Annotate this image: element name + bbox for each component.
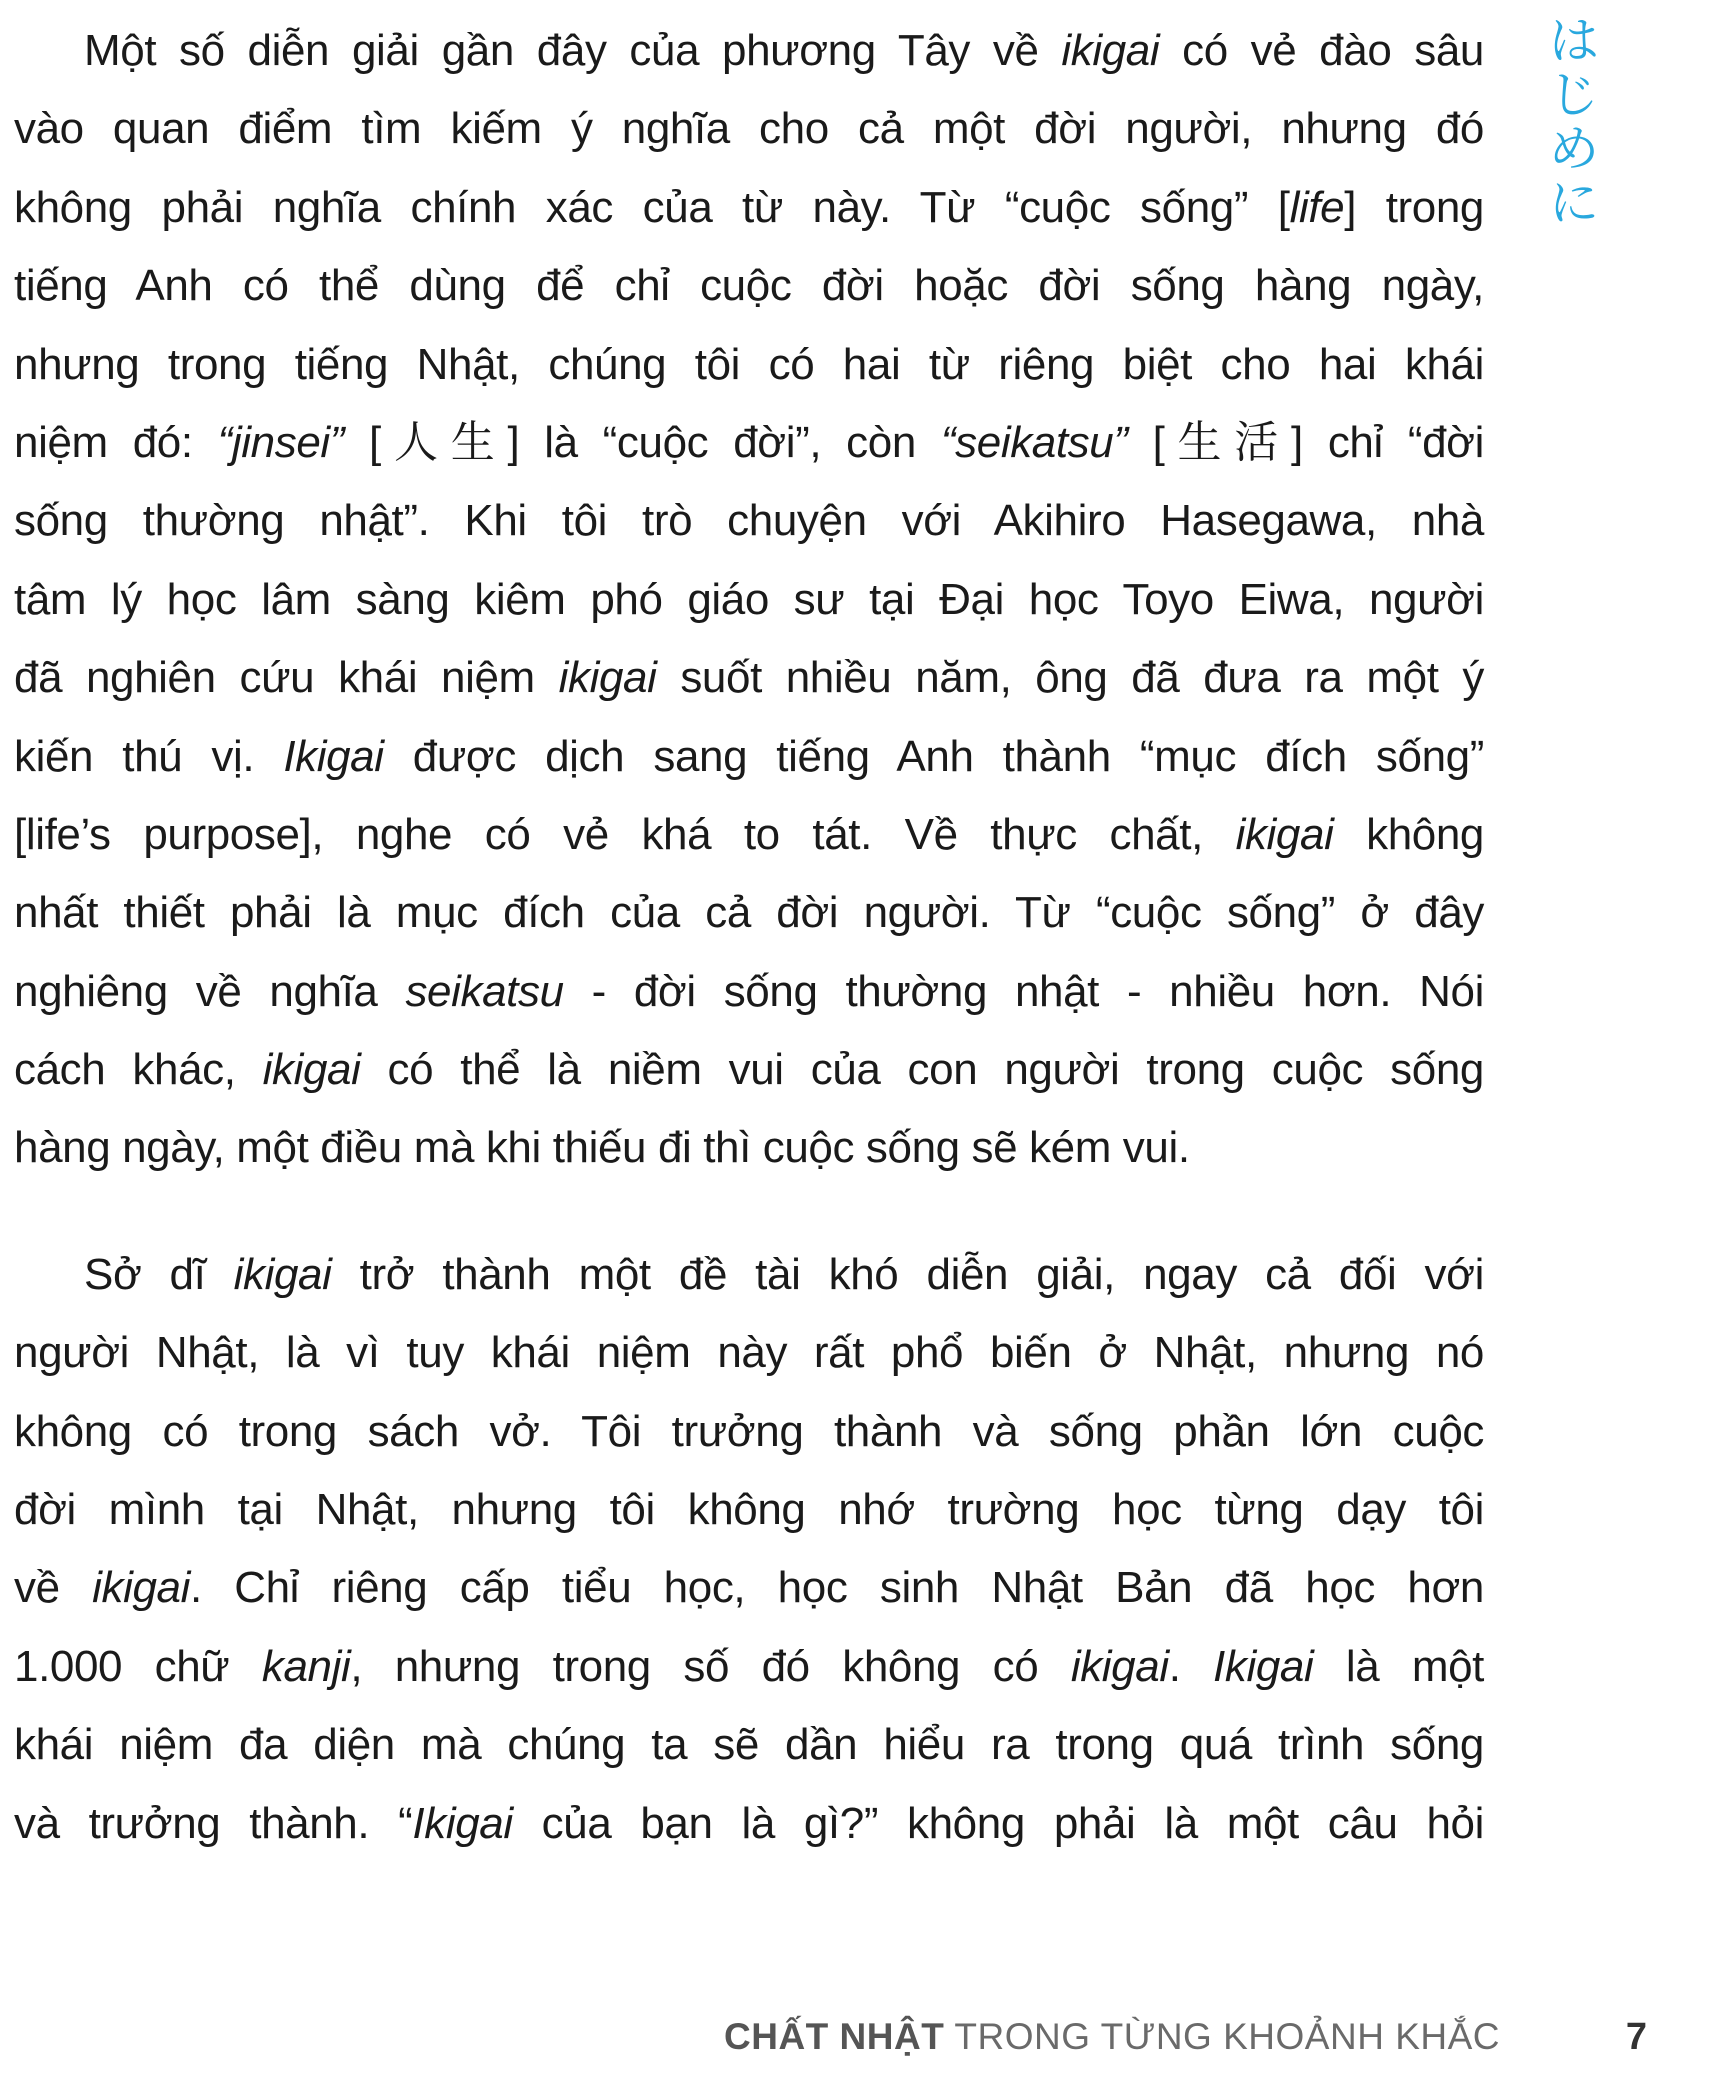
text-line (14, 326, 1484, 404)
text-segment: tâm lý học lâm sàng kiêm phó giáo sư tại Đại học Toyo Eiwa, người (14, 574, 1484, 624)
text-line (14, 1314, 1484, 1392)
italic-term: ikigai (233, 1249, 332, 1299)
text-line (14, 247, 1484, 325)
text-segment: hàng ngày, một điều mà khi thiếu đi thì cuộc sống sẽ kém vui. (14, 1123, 1190, 1173)
text-segment: được dịch sang tiếng Anh thành “mục đích sống” (383, 731, 1484, 781)
text-line (14, 1628, 1484, 1706)
running-title (724, 2012, 1500, 2062)
italic-term: Ikigai (412, 1798, 513, 1848)
text-segment: và trưởng thành. “ (14, 1798, 413, 1848)
text-segment: có vẻ đào sâu (1159, 26, 1484, 75)
italic-term: ikigai (1235, 809, 1334, 859)
text-segment: kiến thú vị. (14, 731, 284, 781)
text-segment: không phải nghĩa chính xác của từ này. Từ “cuộc sống” [ (14, 182, 1290, 232)
text-segment: . (1168, 1641, 1214, 1691)
text-line (14, 1109, 1484, 1187)
paragraph-2 (14, 1236, 1484, 1863)
text-line (14, 12, 1484, 90)
italic-term: ikigai (1070, 1641, 1169, 1691)
text-segment: suốt nhiều năm, ông đã đưa ra một ý (656, 653, 1484, 703)
chapter-side-title (1548, 14, 1600, 230)
text-line (14, 169, 1484, 247)
text-segment: nhất thiết phải là mục đích của cả đời người. Từ “cuộc sống” ở đây (14, 888, 1484, 938)
text-line (14, 718, 1484, 796)
italic-term: “jinsei” (217, 417, 345, 467)
page-number: 7 (1625, 2016, 1647, 2058)
text-segment: Sở dĩ (84, 1249, 234, 1299)
text-segment: người Nhật, là vì tuy khái niệm này rất phổ biến ở Nhật, nhưng nó (14, 1328, 1484, 1378)
side-title-char: は (1549, 12, 1599, 70)
text-line (14, 1549, 1484, 1627)
italic-term: ikigai (558, 653, 657, 703)
text-line (14, 1393, 1484, 1471)
italic-term: kanji (261, 1641, 351, 1691)
text-segment: sống thường nhật”. Khi tôi trò chuyện với Akihiro Hasegawa, nhà (14, 496, 1484, 546)
text-segment: [生活] chỉ “đời (1127, 417, 1484, 467)
side-title-char: め (1549, 120, 1599, 178)
italic-term: ikigai (92, 1563, 190, 1613)
text-line (14, 1236, 1484, 1314)
text-line (14, 1471, 1484, 1549)
text-segment: - đời sống thường nhật - nhiều hơn. Nói (563, 966, 1484, 1016)
text-segment: 1.000 chữ (14, 1641, 262, 1691)
italic-term: Ikigai (1213, 1641, 1314, 1691)
italic-term: “seikatsu” (940, 417, 1128, 467)
side-title-char: に (1549, 174, 1599, 232)
running-title-bold: CHẤT NHẬT (724, 2016, 945, 2057)
text-line (14, 953, 1484, 1031)
text-segment: nghiêng về nghĩa (14, 966, 406, 1016)
text-line (14, 1785, 1484, 1863)
text-segment: đời mình tại Nhật, nhưng tôi không nhớ trường học từng dạy tôi (14, 1485, 1484, 1535)
text-line (14, 639, 1484, 717)
text-segment: , nhưng trong số đó không có (350, 1641, 1071, 1691)
text-segment: . Chỉ riêng cấp tiểu học, học sinh Nhật Bản đã học hơn (189, 1563, 1485, 1613)
page-footer (0, 2012, 1713, 2062)
italic-term: ikigai (262, 1045, 361, 1095)
text-line (14, 90, 1484, 168)
text-segment: về (14, 1563, 93, 1613)
body-text (14, 12, 1484, 1863)
italic-term: ikigai (1061, 26, 1160, 75)
text-segment: Một số diễn giải gần đây của phương Tây về (84, 26, 1062, 75)
running-title-rest: TRONG TỪNG KHOẢNH KHẮC (944, 2016, 1500, 2057)
text-segment: ] trong (1344, 182, 1484, 232)
text-segment: có thể là niềm vui của con người trong cuộc sống (360, 1045, 1484, 1095)
text-line (14, 796, 1484, 874)
text-segment: niệm đó: (14, 417, 218, 467)
text-segment: [life’s purpose], nghe có vẻ khá to tát. Về thực chất, (14, 809, 1236, 859)
text-segment: cách khác, (14, 1045, 263, 1095)
text-segment: tiếng Anh có thể dùng để chỉ cuộc đời hoặc đời sống hàng ngày, (14, 261, 1484, 311)
paragraph-1 (14, 12, 1484, 1188)
text-segment: không có trong sách vở. Tôi trưởng thành và sống phần lớn cuộc (14, 1406, 1484, 1456)
text-line (14, 1706, 1484, 1784)
text-segment: của bạn là gì?” không phải là một câu hỏi (512, 1798, 1484, 1848)
text-segment: nhưng trong tiếng Nhật, chúng tôi có hai từ riêng biệt cho hai khái (14, 339, 1484, 389)
text-segment: [人生] là “cuộc đời”, còn (344, 417, 941, 467)
italic-term: life (1289, 182, 1345, 232)
italic-term: seikatsu (405, 966, 564, 1016)
text-segment: khái niệm đa diện mà chúng ta sẽ dần hiểu ra trong quá trình sống (14, 1720, 1484, 1770)
text-segment: không (1333, 809, 1484, 859)
text-segment: vào quan điểm tìm kiếm ý nghĩa cho cả một đời người, nhưng đó (14, 104, 1484, 154)
text-line (14, 482, 1484, 560)
side-title-char: じ (1549, 66, 1599, 124)
text-segment: đã nghiên cứu khái niệm (14, 653, 559, 703)
text-line (14, 561, 1484, 639)
text-segment: là một (1313, 1641, 1485, 1691)
text-line (14, 1031, 1484, 1109)
text-segment: trở thành một đề tài khó diễn giải, ngay cả đối với (331, 1249, 1484, 1299)
text-line (14, 874, 1484, 952)
italic-term: Ikigai (283, 731, 384, 781)
text-line (14, 404, 1484, 482)
